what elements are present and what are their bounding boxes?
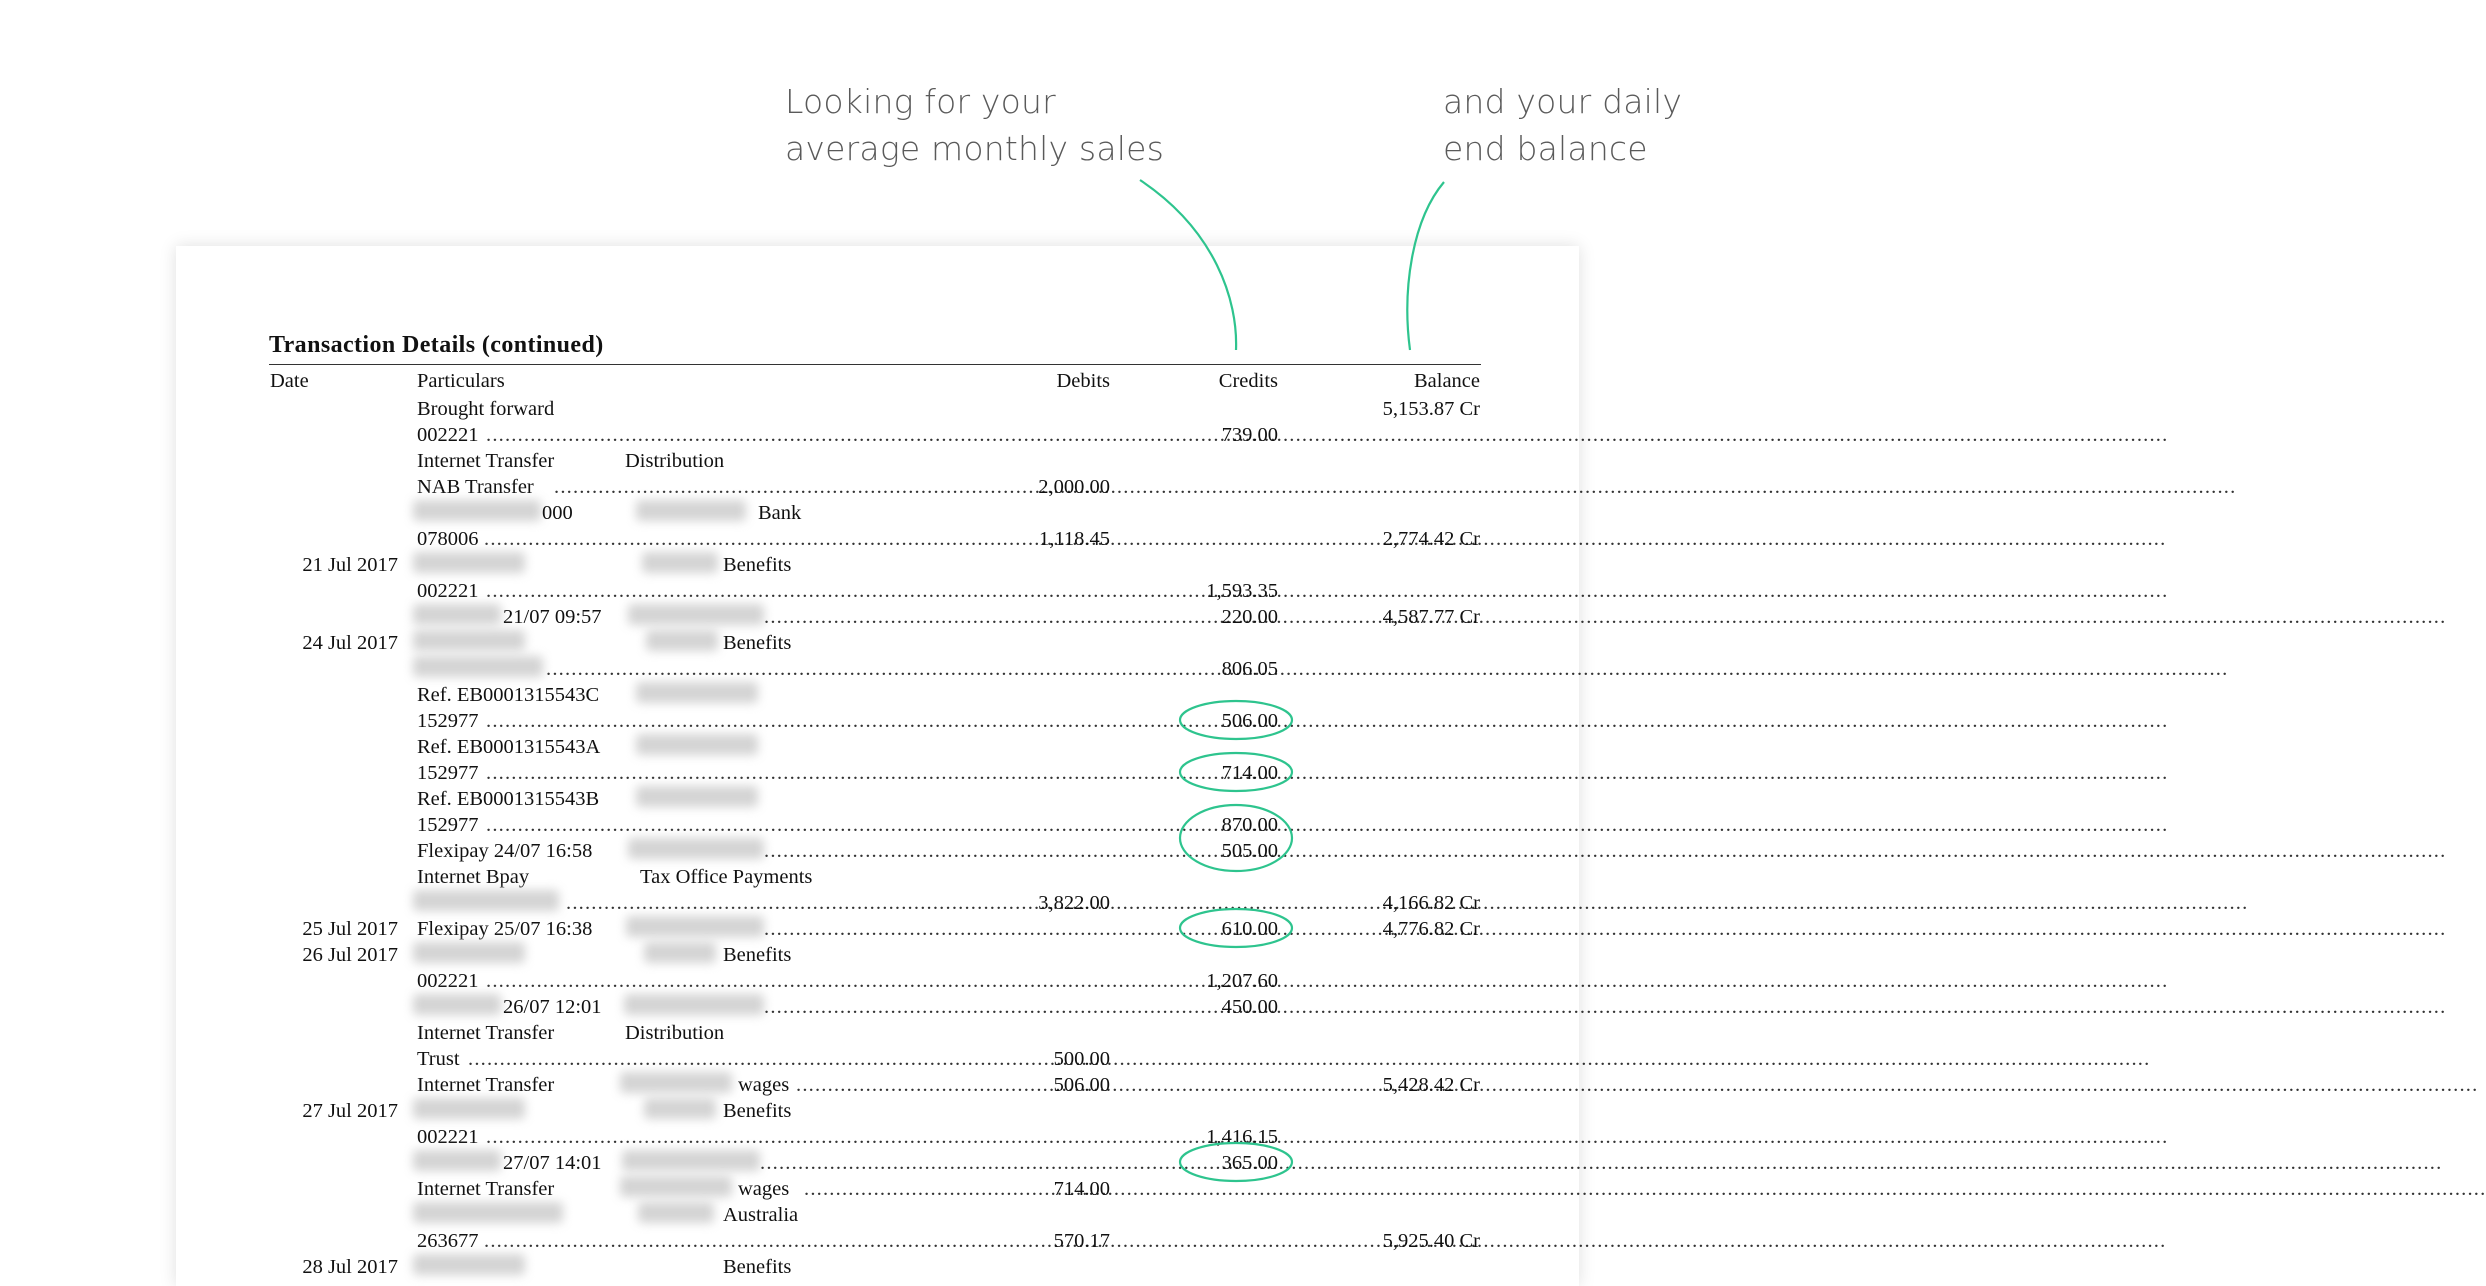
row-extra: Benefits [723, 1100, 792, 1122]
dotted-leader [804, 1176, 1041, 1202]
row-particulars: 002221 [417, 970, 479, 992]
row-particulars: Flexipay 25/07 16:38 [417, 918, 593, 940]
redacted-text [620, 1072, 732, 1093]
redacted-text [626, 916, 764, 937]
row-balance: 4,166.82 Cr [1382, 892, 1480, 914]
row-extra: Benefits [723, 632, 792, 654]
row-particulars: Ref. EB0001315543C [417, 684, 600, 706]
row-credit: 1,207.60 [1206, 970, 1278, 992]
row-particulars: NAB Transfer [417, 476, 534, 498]
row-balance: 5,153.87 Cr [1382, 398, 1480, 420]
redacted-text [628, 604, 764, 625]
transaction-row [0, 1228, 1743, 1254]
transaction-row [0, 1150, 1743, 1176]
redacted-text [646, 630, 718, 651]
redacted-text [413, 604, 501, 625]
row-particulars: 002221 [417, 1126, 479, 1148]
row-particulars: 002221 [417, 580, 479, 602]
redacted-text [413, 942, 525, 963]
row-debit: 1,118.45 [1039, 528, 1110, 550]
row-credit: 505.00 [1221, 840, 1278, 862]
row-date: 25 Jul 2017 [302, 918, 398, 940]
dotted-leader [546, 656, 1209, 682]
dotted-leader [764, 838, 1209, 864]
row-credit: 714.00 [1221, 762, 1278, 784]
dotted-leader [554, 474, 1026, 500]
redacted-text [636, 734, 758, 755]
column-header-debits: Debits [1056, 370, 1110, 392]
transaction-row [0, 994, 1743, 1020]
row-particulars: 152977 [417, 814, 479, 836]
transaction-row [0, 1254, 1743, 1278]
row-balance: 2,774.42 Cr [1382, 528, 1480, 550]
transaction-row [0, 1176, 1743, 1202]
row-credit: 365.00 [1221, 1152, 1278, 1174]
row-date: 27 Jul 2017 [302, 1100, 398, 1122]
column-header-date: Date [270, 370, 309, 392]
dotted-leader [796, 1072, 1041, 1098]
redacted-text [638, 1202, 714, 1223]
transaction-row [0, 682, 1743, 708]
row-extra: Benefits [723, 554, 792, 576]
transaction-row [0, 968, 1743, 994]
dotted-leader [486, 578, 1192, 604]
row-extra: wages [738, 1074, 790, 1096]
row-particulars: Internet Transfer [417, 1022, 555, 1044]
credits-callout-line-2: average monthly sales [785, 129, 1165, 168]
transaction-row [0, 1202, 1743, 1228]
row-extra: Distribution [625, 450, 725, 472]
row-particulars: 078006 [417, 528, 479, 550]
row-debit: 714.00 [1053, 1178, 1110, 1200]
row-particulars: Internet Bpay [417, 866, 530, 888]
row-particulars: Internet Transfer [417, 1074, 555, 1096]
row-balance: 4,587.77 Cr [1382, 606, 1480, 628]
row-extra: Bank [758, 502, 802, 524]
row-credit: 506.00 [1221, 710, 1278, 732]
row-particulars: Brought forward [417, 398, 555, 420]
dotted-leader [486, 708, 1209, 734]
row-credit: 739.00 [1221, 424, 1278, 446]
transaction-row [0, 448, 1743, 474]
transaction-row [0, 812, 1743, 838]
transaction-row [0, 890, 1743, 916]
transaction-row [0, 942, 1743, 968]
transaction-row [0, 604, 1743, 630]
transaction-row [0, 838, 1743, 864]
transaction-row [0, 786, 1743, 812]
dotted-leader [484, 526, 1026, 552]
redacted-text [644, 942, 716, 963]
transaction-row [0, 474, 1743, 500]
dotted-leader [486, 760, 1209, 786]
column-header-particulars: Particulars [417, 370, 505, 392]
dotted-leader [760, 1150, 1209, 1176]
row-balance: 5,925.40 Cr [1382, 1230, 1480, 1252]
redacted-text [620, 1176, 732, 1197]
redacted-text [636, 500, 746, 521]
column-header-balance: Balance [1413, 370, 1480, 392]
transaction-row [0, 734, 1743, 760]
row-particulars: 263677 [417, 1230, 479, 1252]
row-credit: 870.00 [1221, 814, 1278, 836]
redacted-text [624, 994, 764, 1015]
row-date: 28 Jul 2017 [302, 1256, 398, 1278]
row-particulars: Ref. EB0001315543B [417, 788, 600, 810]
redacted-text [644, 1098, 716, 1119]
redacted-text [413, 552, 525, 573]
row-credit: 220.00 [1221, 606, 1278, 628]
redacted-text [413, 994, 501, 1015]
balance-callout [1443, 78, 1682, 172]
row-extra: Benefits [723, 1256, 792, 1278]
row-particulars: 002221 [417, 424, 479, 446]
dotted-leader [764, 916, 1209, 942]
row-debit: 506.00 [1053, 1074, 1110, 1096]
row-debit: 2,000.00 [1038, 476, 1110, 498]
row-particulars: 21/07 09:57 [503, 606, 602, 628]
redacted-text [636, 786, 758, 807]
transaction-row [0, 1124, 1743, 1150]
dotted-leader [486, 422, 1209, 448]
column-header-credits: Credits [1218, 370, 1278, 392]
redacted-text [413, 656, 543, 677]
dotted-leader [486, 1124, 1192, 1150]
row-particulars: 27/07 14:01 [503, 1152, 602, 1174]
row-credit: 1,593.35 [1206, 580, 1278, 602]
row-extra: Tax Office Payments [640, 866, 813, 888]
dotted-leader [486, 968, 1192, 994]
transaction-row [0, 708, 1743, 734]
dotted-leader [484, 1228, 1041, 1254]
redacted-text [413, 1098, 525, 1119]
row-particulars: Trust [417, 1048, 460, 1070]
row-extra: Distribution [625, 1022, 725, 1044]
transaction-row [0, 916, 1743, 942]
row-balance: 5,428.42 Cr [1382, 1074, 1480, 1096]
balance-callout-line-1: and your daily [1443, 82, 1683, 121]
row-particulars: Internet Transfer [417, 450, 555, 472]
row-date: 21 Jul 2017 [302, 554, 398, 576]
redacted-text [413, 1150, 501, 1171]
redacted-text [628, 838, 764, 859]
row-balance: 4,776.82 Cr [1382, 918, 1480, 940]
row-debit: 3,822.00 [1038, 892, 1110, 914]
row-particulars: 000 [542, 502, 573, 524]
transaction-row [0, 864, 1743, 890]
row-credit: 1,416.15 [1206, 1126, 1278, 1148]
row-particulars: Ref. EB0001315543A [417, 736, 601, 758]
transaction-row [0, 526, 1743, 552]
row-particulars: Internet Transfer [417, 1178, 555, 1200]
row-debit: 500.00 [1053, 1048, 1110, 1070]
dotted-leader [764, 994, 1209, 1020]
transaction-row [0, 760, 1743, 786]
dotted-leader [468, 1046, 1041, 1072]
row-particulars: Flexipay 24/07 16:58 [417, 840, 593, 862]
row-extra: wages [738, 1178, 790, 1200]
row-date: 24 Jul 2017 [302, 632, 398, 654]
row-date: 26 Jul 2017 [302, 944, 398, 966]
row-credit: 610.00 [1221, 918, 1278, 940]
transaction-row [0, 1046, 1743, 1072]
row-credit: 450.00 [1221, 996, 1278, 1018]
row-extra: Benefits [723, 944, 792, 966]
credits-callout [785, 78, 1164, 172]
redacted-text [642, 552, 718, 573]
credits-callout-line-1: Looking for your [785, 82, 1056, 121]
dotted-leader [486, 812, 1209, 838]
transaction-row [0, 396, 1743, 422]
dotted-leader [764, 604, 1209, 630]
redacted-text [413, 1202, 563, 1223]
title-divider [269, 364, 1481, 365]
row-particulars: 152977 [417, 762, 479, 784]
statement-title: Transaction Details (continued) [269, 332, 604, 358]
row-extra: Australia [723, 1204, 799, 1226]
dotted-leader [566, 890, 1026, 916]
transaction-row [0, 656, 1743, 682]
transaction-row [0, 552, 1743, 578]
transaction-row [0, 422, 1743, 448]
row-credit: 806.05 [1221, 658, 1278, 680]
transaction-row [0, 630, 1743, 656]
transaction-row [0, 1098, 1743, 1124]
redacted-text [413, 500, 541, 521]
row-particulars: 26/07 12:01 [503, 996, 602, 1018]
redacted-text [413, 1254, 525, 1275]
row-debit: 570.17 [1053, 1230, 1110, 1252]
transaction-row [0, 1072, 1743, 1098]
redacted-text [622, 1150, 760, 1171]
transaction-row [0, 500, 1743, 526]
transaction-row [0, 1020, 1743, 1046]
redacted-text [636, 682, 758, 703]
balance-callout-line-2: end balance [1443, 129, 1648, 168]
redacted-text [413, 630, 525, 651]
transaction-row [0, 578, 1743, 604]
redacted-text [413, 890, 559, 911]
row-particulars: 152977 [417, 710, 479, 732]
